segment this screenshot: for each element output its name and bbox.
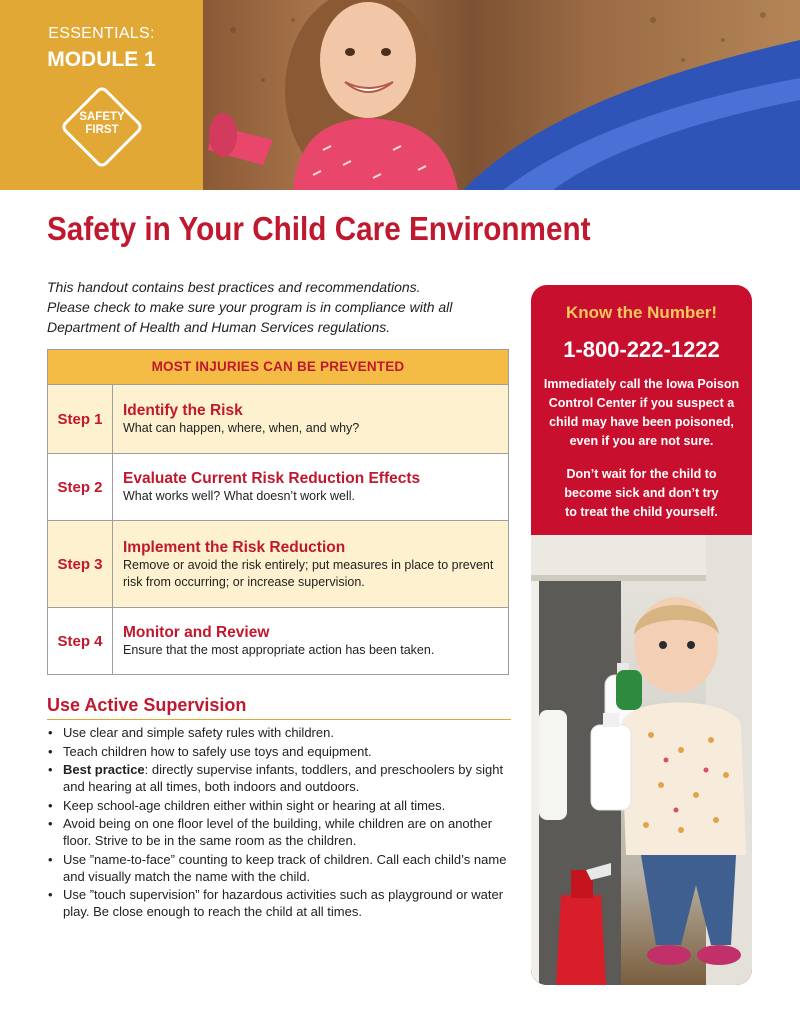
poison-para-1: Immediately call the Iowa Poison Control Center if you suspect a child may have been poisoned, even if you are not sure. [543,377,740,448]
list-item: • Use ”touch supervision” for hazardous activities such as playground or water play. Be close enough to reach the child at all times. [47,886,517,920]
safety-first-badge [58,83,146,171]
step-description: Ensure that the most appropriate action has been taken. [123,643,435,657]
step-title: Identify the Risk [123,402,243,419]
intro-line: Please check to make sure your program is in compliance with all [47,299,453,315]
table-row [48,453,508,520]
step-number: Step 2 [48,454,113,520]
header-photo [203,0,800,190]
list-item: • Best practice: directly supervise infants, toddlers, and preschoolers by sight and hearing at all times, both indoors and outdoors. [47,761,517,795]
step-title: Implement the Risk Reduction [123,538,346,556]
list-item: • Keep school-age children either within sight or hearing at all times. [47,797,517,814]
know-number-heading: Know the Number! [565,303,718,322]
step-number: Step 4 [48,608,113,674]
intro-line: This handout contains best practices and recommendations. [47,279,421,295]
card-photo [531,535,752,985]
list-item: • Use ”name-to-face” counting to keep track of children. Call each child’s name and visually match the name with the child. [47,851,517,885]
poison-card-text [531,285,752,535]
supervision-list [47,724,517,922]
page-title: Safety in Your Child Care Environment [47,210,591,247]
essentials-label: ESSENTIALS: [48,25,155,42]
toddler-with-bottles-image [531,535,752,985]
step-title: Monitor and Review [123,624,270,641]
table-row [48,520,508,607]
badge-line-1: SAFETY [79,111,125,123]
step-body [113,385,369,453]
step-number: Step 1 [48,385,113,453]
list-item: • Teach children how to safely use toys and equipment. [47,743,517,760]
step-title: Evaluate Current Risk Reduction Effects [123,470,421,487]
poison-phone-number: 1-800-222-1222 [563,337,720,362]
step-description: What works well? What doesn’t work well. [123,489,356,503]
step-number: Step 3 [48,521,113,607]
intro-text [47,277,507,337]
poison-instruction-2 [531,465,752,522]
step-body [113,608,444,674]
badge-text [58,111,146,137]
header-banner [0,0,800,190]
steps-table [47,349,509,675]
step-description: What can happen, where, when, and why? [123,421,360,435]
poison-para-2: Don’t wait for the child to become sick and don’t try to treat the child yourself. [564,467,719,519]
poison-instruction-1 [531,375,752,451]
module-box [0,0,203,190]
intro-line: Department of Health and Human Services regulations. [47,319,391,335]
girl-on-slide-image [203,0,800,190]
step-description: Remove or avoid the risk entirely; put measures in place to prevent risk from occurring; or increase supervision. [123,557,494,589]
supervision-heading: Use Active Supervision [47,695,511,720]
step-body [113,521,508,607]
steps-table-heading: MOST INJURIES CAN BE PREVENTED [48,350,508,384]
list-item: • Avoid being on one floor level of the building, while children are on another floor. Strive to be in the same room as the children. [47,815,517,849]
poison-control-card [531,285,752,985]
table-row [48,384,508,453]
module-label: MODULE 1 [47,48,156,71]
step-body [113,454,430,520]
table-row [48,607,508,674]
list-item: • Use clear and simple safety rules with children. [47,724,517,741]
badge-line-2: FIRST [85,124,119,136]
